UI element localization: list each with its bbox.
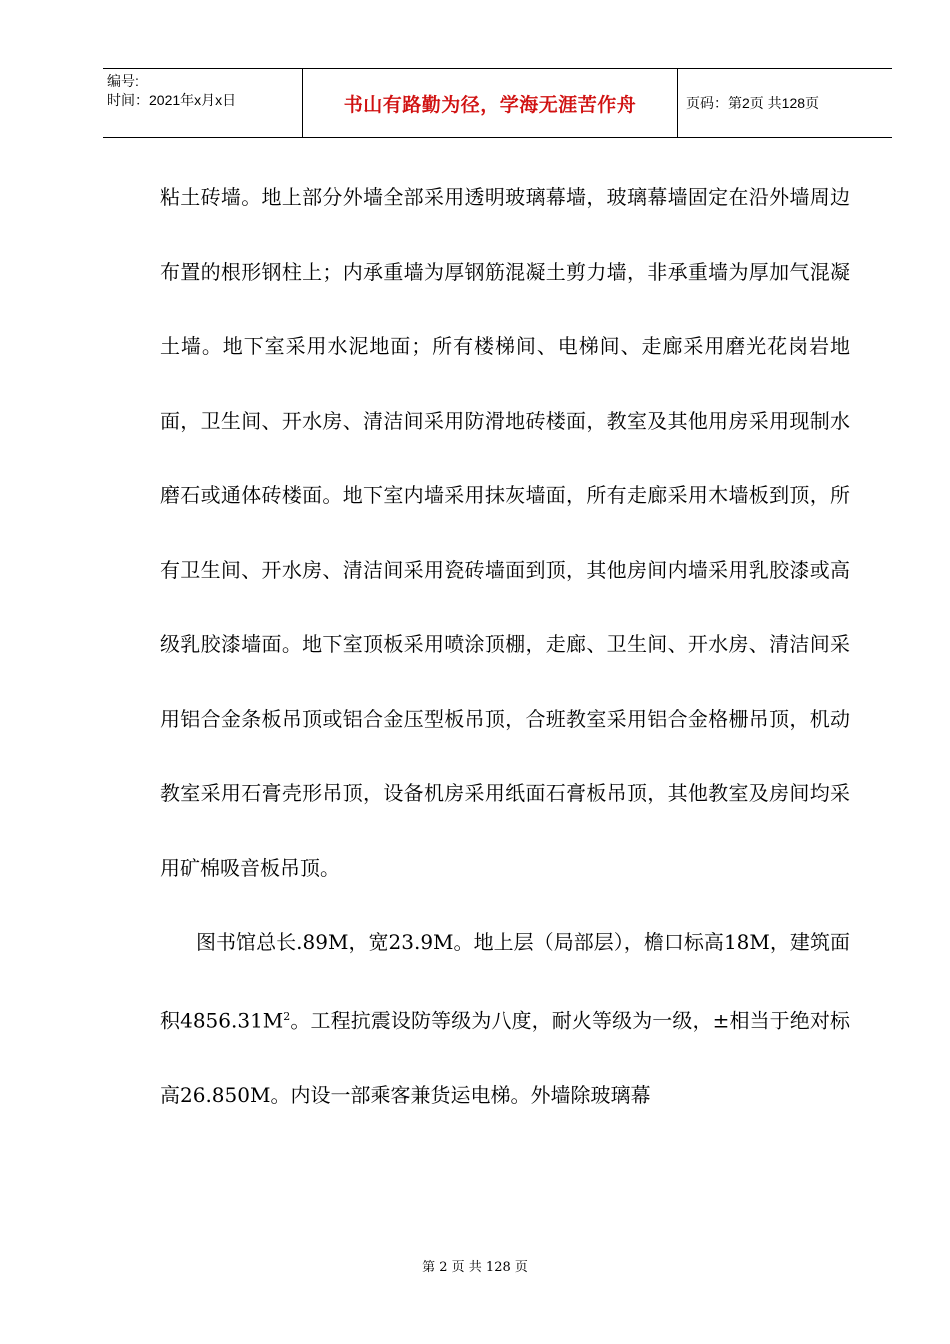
header-meta (103, 69, 303, 137)
page-header (103, 68, 892, 138)
page-footer: 第 2 页 共 128 页 (422, 1260, 528, 1275)
body-paragraph (160, 905, 850, 1132)
document-time-label: 时间：2021年x月x日 (107, 92, 237, 108)
superscript: 2 (283, 1009, 291, 1023)
document-body (160, 160, 850, 1132)
paragraph-text: 。工程抗震设防等级为八度，耐火等级为一级，±相当于绝对标高26.850M。内设一部乘客兼货运电梯。外墙除玻璃幕 (160, 1008, 850, 1107)
document-number-label: 编号: (107, 73, 139, 89)
header-page-info: 页码：第2页 共128页 (686, 95, 820, 111)
paragraph-text: 图书馆总长.89M，宽23.9M。地上层（局部层），檐口标高18M，建筑面积4856.31M (160, 930, 850, 1033)
header-motto: 书山有路勤为径，学海无涯苦作舟 (303, 69, 678, 137)
body-paragraph: 粘土砖墙。地上部分外墙全部采用透明玻璃幕墙，玻璃幕墙固定在沿外墙周边布置的根形钢柱上；内承重墙为厚钢筋混凝土剪力墙，非承重墙为厚加气混凝土墙。地下室采用水泥地面；所有楼梯间、电梯间、走廊采用磨光花岗岩地面，卫生间、开水房、清洁间采用防滑地砖楼面，教室及其他用房采用现制水磨石或通体砖楼面。地下室内墙采用抹灰墙面，所有走廊采用木墙板到顶，所有卫生间、开水房、清洁间采用瓷砖墙面到顶，其他房间内墙采用乳胶漆或高级乳胶漆墙面。地下室顶板采用喷涂顶棚，走廊、卫生间、开水房、清洁间采用铝合金条板吊顶或铝合金压型板吊顶，合班教室采用铝合金格栅吊顶，机动教室采用石膏壳形吊顶，设备机房采用纸面石膏板吊顶，其他教室及房间均采用矿棉吸音板吊顶。 (160, 185, 850, 880)
